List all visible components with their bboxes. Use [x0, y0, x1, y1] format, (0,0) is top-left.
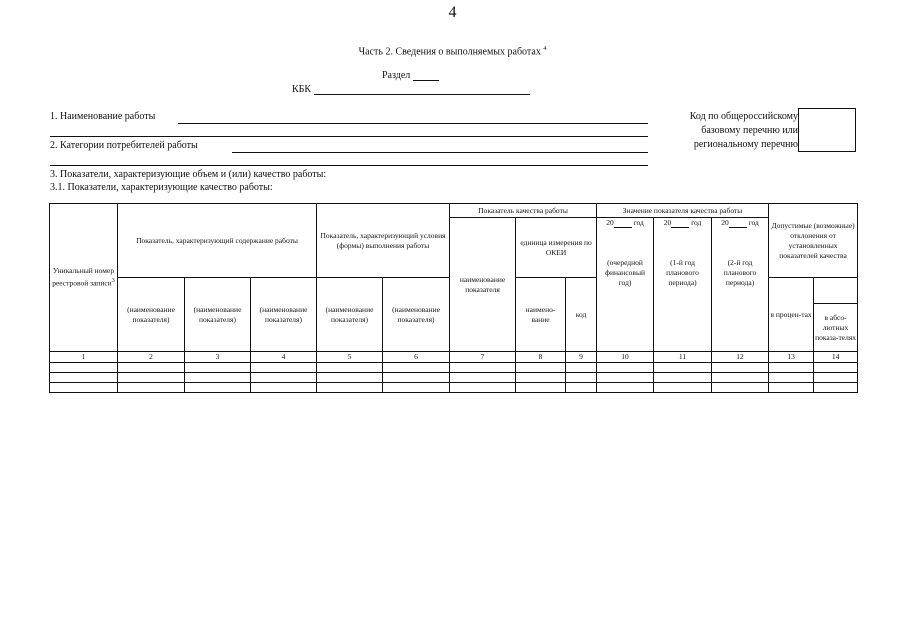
code-label: [658, 110, 798, 152]
year-2-line: [655, 218, 710, 228]
unit-name-header: наимено-вание: [516, 278, 566, 352]
table-cell: [597, 363, 654, 373]
code-label-line-1: Код по общероссийскому: [689, 111, 798, 122]
col-number-2: 2: [118, 352, 185, 363]
table-cell: [769, 363, 814, 373]
code-label-line-3: региональному перечню: [693, 139, 798, 150]
table-cell: [769, 383, 814, 393]
table-cell: [251, 373, 317, 383]
col-number-8: 8: [516, 352, 566, 363]
year-2-label: (1-й год планового периода): [666, 258, 699, 287]
table-cell: [383, 363, 450, 373]
table-cell: [450, 373, 516, 383]
table-row: [50, 383, 858, 393]
indicator-name-col-2: (наименование показателя): [118, 278, 185, 352]
kbk-line: [292, 84, 530, 95]
table-cell: [597, 383, 654, 393]
col-number-5: 5: [317, 352, 383, 363]
col-number-12: 12: [712, 352, 769, 363]
col-number-9: 9: [566, 352, 597, 363]
consumer-category-blank: [232, 152, 648, 153]
content-indicator-header: Показатель, характеризующий содержание работы: [118, 204, 317, 278]
year-1-header: [597, 218, 654, 352]
col-number-11: 11: [654, 352, 712, 363]
table-cell: [118, 363, 185, 373]
table-cell: [516, 373, 566, 383]
year-1-label: (очередной финансовый год): [605, 258, 645, 287]
unit-okei-header: единица измерения по ОКЕИ: [516, 218, 597, 278]
in-absolute-header: в абсо-лютных показа-телях: [814, 304, 858, 352]
year-3-line: [713, 218, 767, 228]
year-2-suffix: год: [691, 218, 702, 227]
table-cell: [516, 363, 566, 373]
table-cell: [712, 363, 769, 373]
table-row: [50, 363, 858, 373]
quality-table: [49, 203, 858, 393]
table-cell: [654, 363, 712, 373]
table-cell: [251, 383, 317, 393]
quality-value-header: Значение показателя качества работы: [597, 204, 769, 218]
section-label: Раздел: [382, 70, 411, 81]
table-cell: [654, 373, 712, 383]
table-cell: [185, 363, 251, 373]
table-cell: [383, 383, 450, 393]
registry-number-header: [50, 204, 118, 352]
year-3-blank: [729, 219, 747, 228]
registry-footnote: 3: [111, 277, 115, 285]
table-cell: [317, 383, 383, 393]
table-cell: [251, 363, 317, 373]
table-cell: [516, 383, 566, 393]
kbk-blank: [314, 84, 530, 95]
unit-code-header: код: [566, 278, 597, 352]
section-blank: [413, 70, 439, 81]
table-cell: [450, 383, 516, 393]
table-cell: [814, 363, 858, 373]
col-number-10: 10: [597, 352, 654, 363]
indicator-name-header: наименование показателя: [450, 218, 516, 352]
quality-indicator-header: Показатель качества работы: [450, 204, 597, 218]
table-cell: [185, 383, 251, 393]
table-cell: [317, 363, 383, 373]
indicator-name-col-5: (наименование показателя): [317, 278, 383, 352]
conditions-indicator-header: Показатель, характеризующий условия (формы) выполнения работы: [317, 204, 450, 278]
part-title-footnote: 4: [543, 46, 547, 52]
year-1-line: [598, 218, 652, 228]
year-3-prefix: 20: [721, 218, 729, 227]
table-cell: [450, 363, 516, 373]
table-cell: [50, 383, 118, 393]
table-cell: [566, 373, 597, 383]
year-2-header: [654, 218, 712, 352]
registry-number-text: Уникальный номер реестровой записи: [52, 266, 115, 288]
col-number-13: 13: [769, 352, 814, 363]
year-3-suffix: год: [748, 218, 759, 227]
table-cell: [118, 373, 185, 383]
table-cell: [712, 383, 769, 393]
quality-heading: 3.1. Показатели, характеризующие качество работы:: [50, 182, 273, 193]
table-cell: [712, 373, 769, 383]
allowed-deviations-header: Допустимые (возможные) отклонения от установленных показателей качества: [769, 204, 858, 278]
in-absolute-header-top: [814, 278, 858, 304]
table-cell: [566, 363, 597, 373]
col-number-3: 3: [185, 352, 251, 363]
year-1-suffix: год: [633, 218, 644, 227]
consumer-category-label: 2. Категории потребителей работы: [50, 140, 198, 151]
year-2-prefix: 20: [663, 218, 672, 227]
table-cell: [769, 373, 814, 383]
kbk-label: КБК: [292, 84, 312, 95]
col-number-1: 1: [50, 352, 118, 363]
work-name-label: 1. Наименование работы: [50, 111, 156, 122]
indicators-heading: 3. Показатели, характеризующие объем и (или) качество работы:: [50, 169, 327, 180]
year-3-header: [712, 218, 769, 352]
col-number-14: 14: [814, 352, 858, 363]
table-row: [50, 373, 858, 383]
col-number-7: 7: [450, 352, 516, 363]
table-cell: [814, 383, 858, 393]
year-1-blank: [614, 219, 632, 228]
table-cell: [317, 373, 383, 383]
code-label-line-2: базовому перечню или: [701, 125, 798, 136]
page-number: 4: [448, 4, 457, 21]
code-box: [798, 108, 856, 152]
table-cell: [814, 373, 858, 383]
table-cell: [654, 383, 712, 393]
col-number-6: 6: [383, 352, 450, 363]
table-cell: [185, 373, 251, 383]
work-name-blank-2: [50, 136, 648, 137]
work-name-blank: [178, 123, 648, 124]
consumer-category-blank-2: [50, 165, 648, 166]
year-1-prefix: 20: [606, 218, 614, 227]
table-cell: [566, 383, 597, 393]
table-cell: [118, 383, 185, 393]
col-number-4: 4: [251, 352, 317, 363]
part-title: [0, 46, 905, 57]
section-line: [382, 70, 439, 81]
table-cell: [597, 373, 654, 383]
indicator-name-col-4: (наименование показателя): [251, 278, 317, 352]
in-percent-header: в процен-тах: [769, 278, 814, 352]
table-cell: [383, 373, 450, 383]
table-cell: [50, 373, 118, 383]
indicator-name-col-6: (наименование показателя): [383, 278, 450, 352]
year-3-label: (2-й год планового периода): [723, 258, 757, 287]
year-2-blank: [671, 219, 689, 228]
table-cell: [50, 363, 118, 373]
part-title-text: Часть 2. Сведения о выполняемых работах: [358, 46, 541, 58]
indicator-name-col-3: (наименование показателя): [185, 278, 251, 352]
